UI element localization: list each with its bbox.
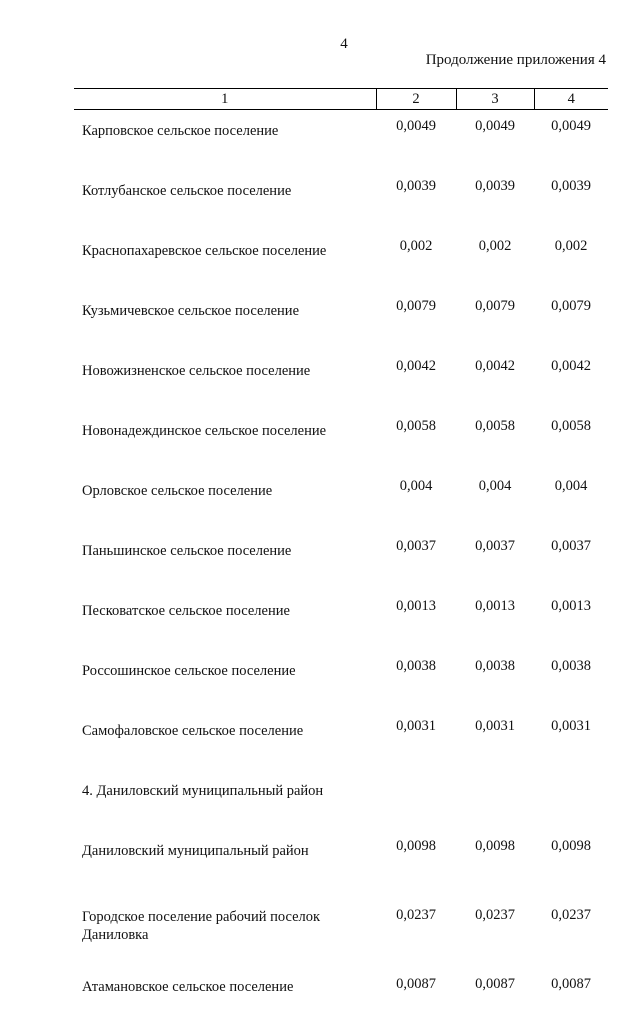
settlement-name: Самофаловское сельское поселение bbox=[82, 723, 304, 739]
value-col-2: 0,0098 bbox=[396, 838, 436, 854]
value-col-4: 0,0079 bbox=[551, 298, 591, 314]
table-row bbox=[74, 830, 608, 890]
value-col-3: 0,004 bbox=[478, 478, 512, 494]
value-col-2: 0,0237 bbox=[396, 907, 436, 923]
settlement-name: Даниловский муниципальный район bbox=[82, 843, 309, 859]
value-col-4: 0,002 bbox=[554, 238, 588, 254]
section-row bbox=[74, 770, 608, 830]
value-col-4: 0,0013 bbox=[551, 598, 591, 614]
value-col-4: 0,0237 bbox=[551, 907, 591, 923]
settlement-name: Песковатское сельское поселение bbox=[82, 603, 290, 619]
value-col-4: 0,0087 bbox=[551, 976, 591, 992]
value-col-3: 0,0037 bbox=[475, 538, 515, 554]
header-row bbox=[74, 89, 608, 110]
value-col-3: 0,0049 bbox=[475, 118, 515, 134]
settlement-name: Россошинское сельское поселение bbox=[82, 663, 296, 679]
value-col-2: 0,004 bbox=[399, 478, 433, 494]
settlement-name: Паньшинское сельское поселение bbox=[82, 543, 292, 559]
table-row bbox=[74, 530, 608, 590]
table-row bbox=[74, 590, 608, 650]
table-row bbox=[74, 968, 608, 1026]
value-col-3: 0,0079 bbox=[475, 298, 515, 314]
settlement-name: Котлубанское сельское поселение bbox=[82, 183, 292, 199]
settlement-name: Карповское сельское поселение bbox=[82, 123, 279, 139]
table-row bbox=[74, 710, 608, 770]
section-heading: 4. Даниловский муниципальный район bbox=[82, 783, 324, 799]
table-row bbox=[74, 350, 608, 410]
header-col-2: 2 bbox=[376, 89, 456, 110]
value-col-3: 0,0087 bbox=[475, 976, 515, 992]
table-row bbox=[74, 650, 608, 710]
value-col-2: 0,0039 bbox=[396, 178, 436, 194]
value-col-2 bbox=[376, 770, 456, 830]
table-row bbox=[74, 890, 608, 968]
settlement-name: Орловское сельское поселение bbox=[82, 483, 273, 499]
value-col-2: 0,0013 bbox=[396, 598, 436, 614]
value-col-3: 0,002 bbox=[478, 238, 512, 254]
value-col-3 bbox=[456, 770, 534, 830]
table-row bbox=[74, 170, 608, 230]
header-col-4: 4 bbox=[534, 89, 608, 110]
settlement-name: Краснопахаревское сельское поселение bbox=[82, 243, 327, 259]
value-col-4: 0,0037 bbox=[551, 538, 591, 554]
value-col-4: 0,0042 bbox=[551, 358, 591, 374]
value-col-2: 0,0037 bbox=[396, 538, 436, 554]
value-col-2: 0,002 bbox=[399, 238, 433, 254]
header-col-1: 1 bbox=[74, 89, 376, 110]
continuation-heading: Продолжение приложения 4 bbox=[425, 52, 606, 68]
value-col-4: 0,0058 bbox=[551, 418, 591, 434]
value-col-3: 0,0038 bbox=[475, 658, 515, 674]
table-row bbox=[74, 290, 608, 350]
value-col-2: 0,0042 bbox=[396, 358, 436, 374]
value-col-4: 0,004 bbox=[554, 478, 588, 494]
value-col-2: 0,0087 bbox=[396, 976, 436, 992]
value-col-3: 0,0058 bbox=[475, 418, 515, 434]
page-number: 4 bbox=[340, 36, 348, 52]
value-col-3: 0,0237 bbox=[475, 907, 515, 923]
value-col-3: 0,0039 bbox=[475, 178, 515, 194]
value-col-3: 0,0031 bbox=[475, 718, 515, 734]
value-col-4 bbox=[534, 770, 608, 830]
table-row bbox=[74, 470, 608, 530]
value-col-4: 0,0098 bbox=[551, 838, 591, 854]
settlement-name: Атамановское сельское поселение bbox=[82, 979, 294, 995]
settlement-name: Городское поселение рабочий поселок Даниловка bbox=[82, 909, 321, 943]
settlement-name: Новонадеждинское сельское поселение bbox=[82, 423, 327, 439]
value-col-2: 0,0049 bbox=[396, 118, 436, 134]
value-col-2: 0,0079 bbox=[396, 298, 436, 314]
value-col-2: 0,0031 bbox=[396, 718, 436, 734]
allocation-table bbox=[74, 88, 608, 1026]
settlement-name: Кузьмичевское сельское поселение bbox=[82, 303, 300, 319]
value-col-4: 0,0031 bbox=[551, 718, 591, 734]
value-col-2: 0,0038 bbox=[396, 658, 436, 674]
settlement-name: Новожизненское сельское поселение bbox=[82, 363, 311, 379]
table-row bbox=[74, 230, 608, 290]
value-col-3: 0,0042 bbox=[475, 358, 515, 374]
value-col-3: 0,0013 bbox=[475, 598, 515, 614]
value-col-4: 0,0039 bbox=[551, 178, 591, 194]
table-row bbox=[74, 410, 608, 470]
table-row bbox=[74, 110, 608, 171]
header-col-3: 3 bbox=[456, 89, 534, 110]
value-col-4: 0,0038 bbox=[551, 658, 591, 674]
value-col-3: 0,0098 bbox=[475, 838, 515, 854]
value-col-4: 0,0049 bbox=[551, 118, 591, 134]
value-col-2: 0,0058 bbox=[396, 418, 436, 434]
